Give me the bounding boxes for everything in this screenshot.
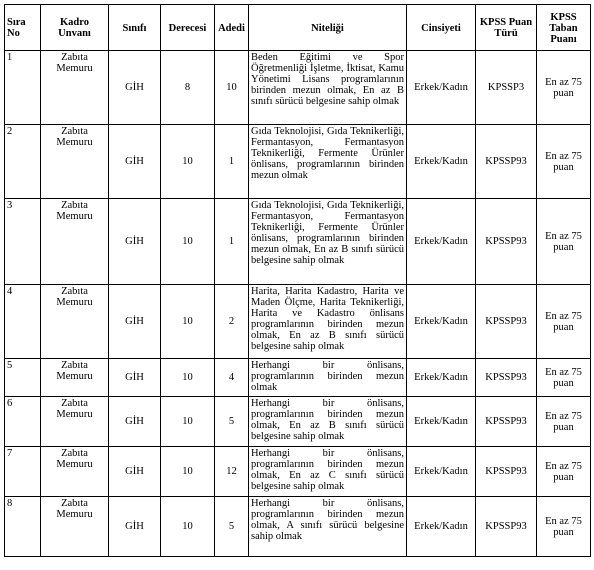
cell-cinsiyeti: Erkek/Kadın	[407, 359, 476, 397]
cell-niteligi: Herhangi bir önlisans, programlarının birinden mezun olmak	[249, 359, 407, 397]
table-row	[5, 497, 591, 557]
cell-kadro-unvani: Zabıta Memuru	[41, 285, 109, 359]
cell-niteligi: Gıda Teknolojisi, Gıda Teknikerliği, Fermantasyon, Fermantasyon Teknikerliği, Fermente Ürünler önlisans, programlarının birinden mezun olmak	[249, 125, 407, 199]
cell-adedi: 5	[215, 497, 249, 557]
cell-niteligi: Gıda Teknolojisi, Gıda Teknikerliği, Fermantasyon, Fermantasyon Teknikerliği, Fermente Ürünler önlisans, programlarının birinden mezun olmak, En az B sınıfı sürücü belgesine sahip olmak	[249, 199, 407, 285]
cell-kadro-unvani: Zabıta Memuru	[41, 199, 109, 285]
cell-adedi: 12	[215, 447, 249, 497]
table-row	[5, 397, 591, 447]
cell-cinsiyeti: Erkek/Kadın	[407, 51, 476, 125]
cell-cinsiyeti: Erkek/Kadın	[407, 397, 476, 447]
cell-cinsiyeti: Erkek/Kadın	[407, 497, 476, 557]
cell-adedi: 5	[215, 397, 249, 447]
table-row	[5, 359, 591, 397]
cell-kpss-puan-turu: KPSSP93	[476, 285, 537, 359]
cell-derecesi: 10	[161, 359, 215, 397]
cell-derecesi: 10	[161, 497, 215, 557]
cell-niteligi: Harita, Harita Kadastro, Harita ve Maden Ölçme, Harita Teknikerliği, Harita ve Kadastro önlisans programlarının birinden mezun olmak, En az B sınıfı sürücü belgesine sahip olmak	[249, 285, 407, 359]
cell-cinsiyeti: Erkek/Kadın	[407, 199, 476, 285]
header-cinsiyeti: Cinsiyeti	[407, 5, 476, 51]
header-kpss-taban-puani: KPSS Taban Puanı	[537, 5, 591, 51]
cell-kpss-puan-turu: KPSSP93	[476, 497, 537, 557]
cell-adedi: 2	[215, 285, 249, 359]
cell-sira-no: 5	[5, 359, 41, 397]
cell-derecesi: 10	[161, 285, 215, 359]
table-row	[5, 51, 591, 125]
cell-kpss-puan-turu: KPSSP3	[476, 51, 537, 125]
cell-kpss-taban-puani: En az 75 puan	[537, 125, 591, 199]
cell-derecesi: 10	[161, 125, 215, 199]
cell-kadro-unvani: Zabıta Memuru	[41, 51, 109, 125]
cell-kpss-puan-turu: KPSSP93	[476, 447, 537, 497]
cell-kpss-taban-puani: En az 75 puan	[537, 447, 591, 497]
cell-sinifi: GİH	[109, 51, 161, 125]
cell-sira-no: 1	[5, 51, 41, 125]
cell-kpss-taban-puani: En az 75 puan	[537, 359, 591, 397]
cell-sinifi: GİH	[109, 199, 161, 285]
cell-sinifi: GİH	[109, 447, 161, 497]
cell-derecesi: 10	[161, 397, 215, 447]
cell-sira-no: 3	[5, 199, 41, 285]
cell-adedi: 4	[215, 359, 249, 397]
cell-cinsiyeti: Erkek/Kadın	[407, 125, 476, 199]
cell-kpss-puan-turu: KPSSP93	[476, 125, 537, 199]
cell-kadro-unvani: Zabıta Memuru	[41, 397, 109, 447]
table-row	[5, 125, 591, 199]
header-adedi: Adedi	[215, 5, 249, 51]
cell-niteligi: Herhangi bir önlisans, programlarının birinden mezun olmak, A sınıfı sürücü belgesine sahip olmak	[249, 497, 407, 557]
cell-sira-no: 7	[5, 447, 41, 497]
cell-sinifi: GİH	[109, 125, 161, 199]
cell-kpss-puan-turu: KPSSP93	[476, 397, 537, 447]
document	[4, 4, 591, 557]
header-derecesi: Derecesi	[161, 5, 215, 51]
header-kadro-unvani: Kadro Unvanı	[41, 5, 109, 51]
cell-adedi: 1	[215, 199, 249, 285]
cell-sinifi: GİH	[109, 497, 161, 557]
cell-adedi: 10	[215, 51, 249, 125]
cell-kpss-taban-puani: En az 75 puan	[537, 285, 591, 359]
cell-sinifi: GİH	[109, 359, 161, 397]
header-kpss-puan-turu: KPSS Puan Türü	[476, 5, 537, 51]
cell-adedi: 1	[215, 125, 249, 199]
table-row	[5, 447, 591, 497]
cell-cinsiyeti: Erkek/Kadın	[407, 447, 476, 497]
cell-sira-no: 8	[5, 497, 41, 557]
table-row	[5, 199, 591, 285]
cell-kpss-taban-puani: En az 75 puan	[537, 397, 591, 447]
cell-sira-no: 4	[5, 285, 41, 359]
cell-niteligi: Herhangi bir önlisans, programlarının birinden mezun olmak, En az C sınıfı sürücü belgesine sahip olmak	[249, 447, 407, 497]
cell-kadro-unvani: Zabıta Memuru	[41, 359, 109, 397]
table-row	[5, 285, 591, 359]
cell-kadro-unvani: Zabıta Memuru	[41, 497, 109, 557]
cell-cinsiyeti: Erkek/Kadın	[407, 285, 476, 359]
cell-niteligi: Beden Eğitimi ve Spor Öğretmenliği İşletme, İktisat, Kamu Yönetimi Lisans programlarının birinden mezun olmak, En az B sınıfı sürücü belgesine sahip olmak	[249, 51, 407, 125]
cell-sinifi: GİH	[109, 285, 161, 359]
kadro-table	[4, 4, 591, 557]
header-sira-no: Sıra No	[5, 5, 41, 51]
cell-kpss-puan-turu: KPSSP93	[476, 199, 537, 285]
cell-kpss-taban-puani: En az 75 puan	[537, 199, 591, 285]
header-row	[5, 5, 591, 51]
cell-kpss-puan-turu: KPSSP93	[476, 359, 537, 397]
cell-kpss-taban-puani: En az 75 puan	[537, 51, 591, 125]
header-niteligi: Niteliği	[249, 5, 407, 51]
cell-kadro-unvani: Zabıta Memuru	[41, 447, 109, 497]
cell-sira-no: 6	[5, 397, 41, 447]
cell-niteligi: Herhangi bir önlisans, programlarının birinden mezun olmak, En az B sınıfı sürücü belgesine sahip olmak	[249, 397, 407, 447]
cell-derecesi: 10	[161, 447, 215, 497]
header-sinifi: Sınıfı	[109, 5, 161, 51]
cell-sinifi: GİH	[109, 397, 161, 447]
cell-derecesi: 8	[161, 51, 215, 125]
cell-sira-no: 2	[5, 125, 41, 199]
cell-derecesi: 10	[161, 199, 215, 285]
cell-kpss-taban-puani: En az 75 puan	[537, 497, 591, 557]
cell-kadro-unvani: Zabıta Memuru	[41, 125, 109, 199]
